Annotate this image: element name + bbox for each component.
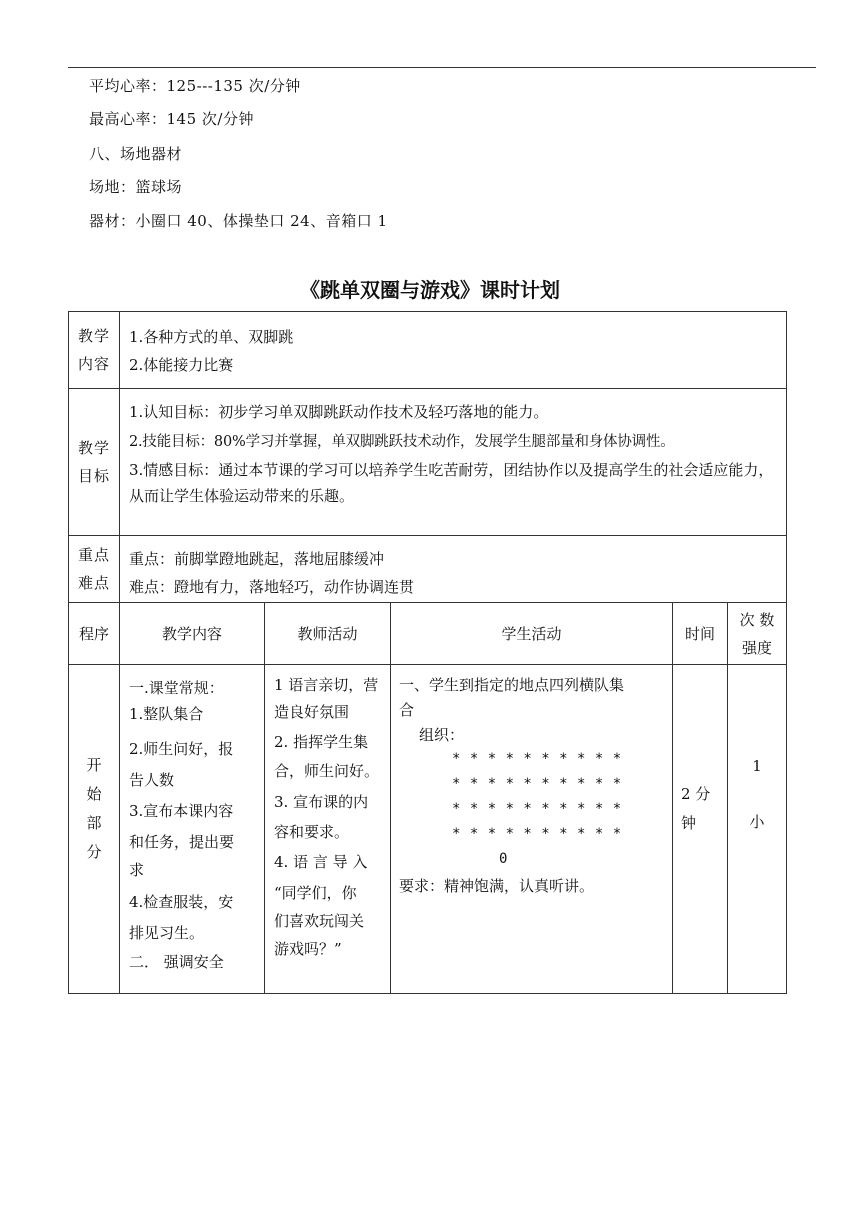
lesson-plan-table [68, 311, 787, 994]
teaching-goals-row [69, 389, 787, 536]
organization-label: 组织： [419, 726, 465, 744]
formation-diagram [399, 747, 664, 872]
venue-line: 场地：篮球场 [89, 178, 183, 196]
requirement-text: 要求：精神饱满，认真听讲。 [399, 877, 595, 895]
start-teaching-content: 一.课堂常规： 1.整队集合 2.师生问好，报 告人数 3.宣布本课内容 和任务，提出要 求 4.检查服装，安 排见习生。 二． 强调安全 [120, 665, 265, 994]
header-procedure: 程序 [69, 603, 120, 665]
teaching-goals-label: 教学 目标 [69, 389, 120, 536]
header-student-activity: 学生活动 [391, 603, 673, 665]
lesson-plan-title: 《跳单双圈与游戏》课时计划 [300, 278, 560, 302]
teaching-content-row [69, 312, 787, 389]
section-heading-venue-equipment: 八、场地器材 [89, 145, 183, 163]
key-difficult-body: 重点：前脚掌蹬地跳起，落地屈膝缓冲 难点：蹬地有力，落地轻巧，动作协调连贯 [120, 536, 787, 603]
teacher-position-mark: 0 [499, 851, 508, 867]
column-header-row [69, 603, 787, 665]
avg-heart-rate: 平均心率：125---135 次/分钟 [89, 77, 301, 95]
formation-row: * * * * * * * * * * [452, 826, 622, 842]
teaching-goals-body: 1.认知目标：初步学习单双脚跳跃动作技术及轻巧落地的能力。 2.技能目标：80%学习并掌握，单双脚跳跃技术动作，发展学生腿部量和身体协调性。 3.情感目标：通过本节课的学习可以培养学生吃苦耐劳，团结协作以及提高学生的社会适应能力，从而让学生体验运动带来的乐趣。 [120, 389, 787, 536]
key-difficult-label: 重点 难点 [69, 536, 120, 603]
teaching-content-body: 1.各种方式的单、双脚跳 2.体能接力比赛 [120, 312, 787, 389]
start-time: 2 分 钟 [673, 665, 728, 994]
formation-row: * * * * * * * * * * [452, 776, 622, 792]
formation-row: * * * * * * * * * * [452, 751, 622, 767]
header-teacher-activity: 教师活动 [265, 603, 391, 665]
start-intensity: 1 小 [728, 665, 787, 994]
header-intensity: 次 数 强度 [728, 603, 787, 665]
start-section-label: 开 始 部 分 [69, 665, 120, 994]
header-time: 时间 [673, 603, 728, 665]
top-rule [68, 67, 816, 68]
key-difficult-row [69, 536, 787, 603]
max-heart-rate: 最高心率：145 次/分钟 [89, 110, 254, 128]
start-student-activity: 一、学生到指定的地点四列横队集 合 组织： * * * * * * * * * * * * * * * * * * * * * * * * * * * * * * * * * * * * * * * * 0 要求：精神饱满，认真听讲。 [391, 665, 673, 994]
equipment-line: 器材：小圈口 40、体操垫口 24、音箱口 1 [89, 212, 388, 230]
formation-row: * * * * * * * * * * [452, 801, 622, 817]
start-teacher-activity: 1 语言亲切，营 造良好氛围 2. 指挥学生集 合，师生问好。 3. 宣布课的内 容和要求。 4. 语 言 导 入 “同学们，你 们喜欢玩闯关 游戏吗？” [265, 665, 391, 994]
teaching-content-label: 教学 内容 [69, 312, 120, 389]
header-teaching-content: 教学内容 [120, 603, 265, 665]
start-section-row [69, 665, 787, 994]
